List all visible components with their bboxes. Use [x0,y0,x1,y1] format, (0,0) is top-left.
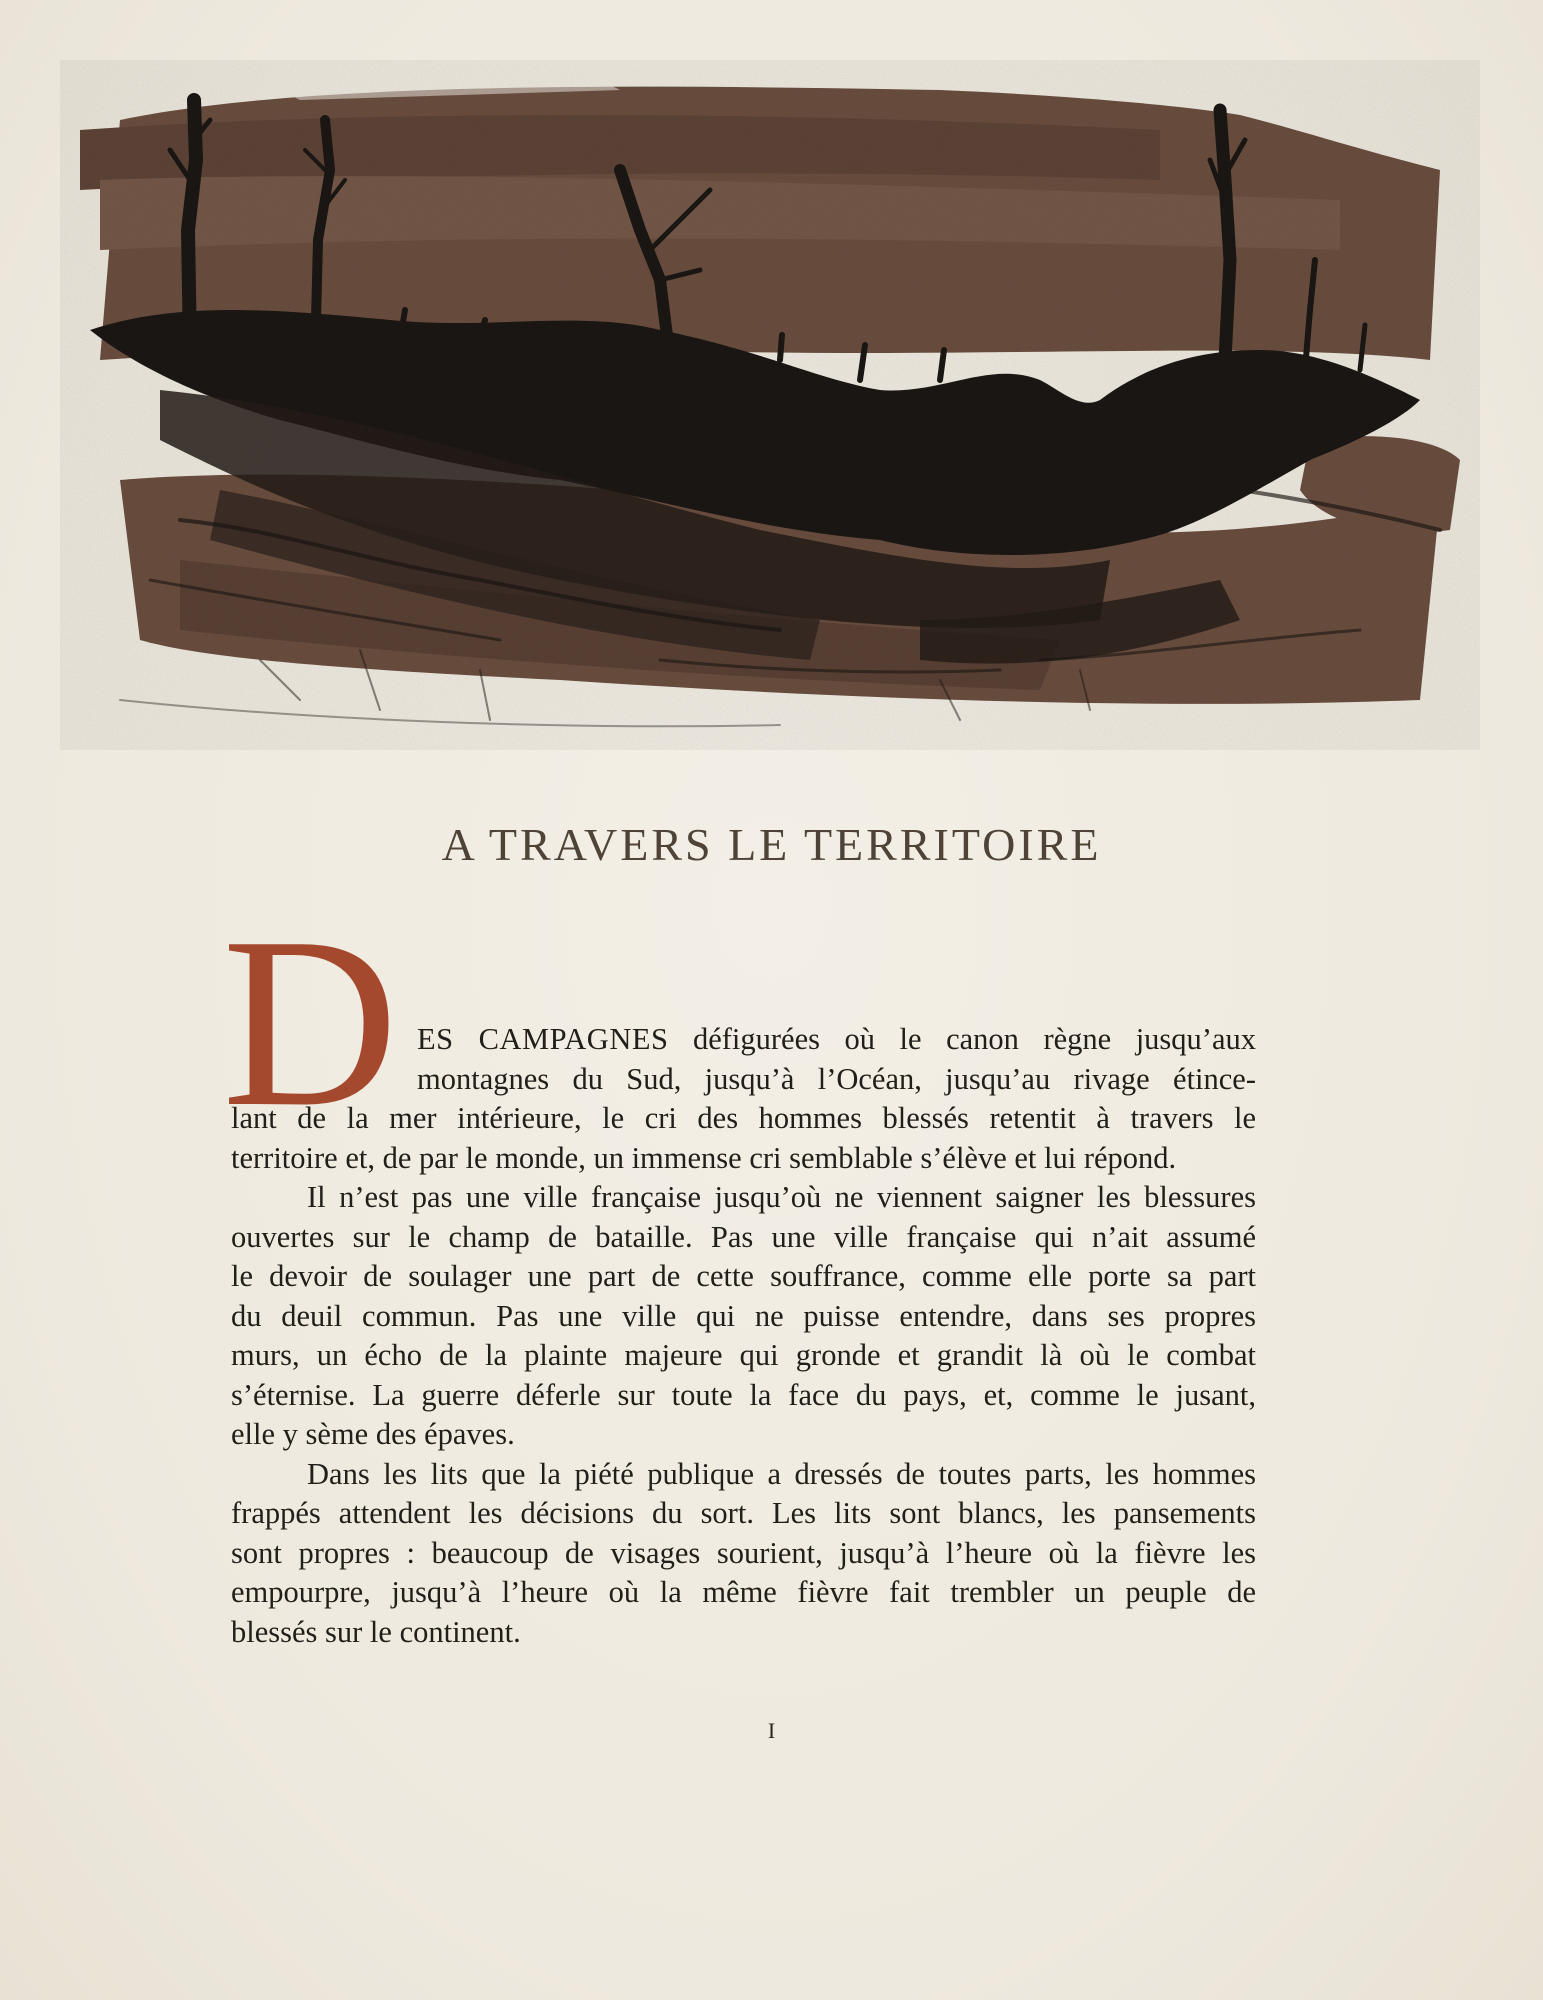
chapter-title: A TRAVERS LE TERRITOIRE [441,819,1102,870]
text-line: Il n’est pas une ville française jusqu’où ne viennent saigner les blessures [307,1180,1256,1214]
text-line: lant de la mer intérieure, le cri des hommes blessés retentit à travers le [231,1101,1256,1135]
text-line: blessés sur le continent. [231,1614,521,1649]
text-line: frappés attendent les décisions du sort. Les lits sont blancs, les pansements [231,1496,1256,1530]
opening-words: ES CAMPAGNES [417,1022,669,1056]
text-line: elle y sème des épaves. [231,1417,515,1451]
text-line: sont propres : beaucoup de visages sourient, jusqu’à l’heure où la fièvre les [231,1535,1256,1570]
text-line: territoire et, de par le monde, un immense cri semblable s’élève et lui répond. [231,1140,1177,1175]
text-line: montagnes du Sud, jusqu’à l’Océan, jusqu’au rivage étince- [417,1061,1256,1096]
page-number: I [767,1718,776,1743]
text-line [417,1020,1256,1060]
text-line: ouvertes sur le champ de bataille. Pas une ville française qui n’ait assumé [231,1219,1256,1254]
battlefield-illustration [60,60,1480,750]
body-text [231,1020,1256,1652]
text-line: empourpre, jusqu’à l’heure où la même fièvre fait trembler un peuple de [231,1575,1256,1609]
drop-cap: D [222,887,399,1157]
text-line: du deuil commun. Pas une ville qui ne puisse entendre, dans ses propres [231,1298,1256,1333]
text-line: s’éternise. La guerre déferle sur toute la face du pays, et, comme le jusant, [231,1377,1256,1412]
text-line: Dans les lits que la piété publique a dressés de toutes parts, les hommes [307,1456,1256,1491]
text-line: le devoir de soulager une part de cette souffrance, comme elle porte sa part [231,1259,1256,1293]
text-line: murs, un écho de la plainte majeure qui gronde et grandit là où le combat [231,1338,1256,1372]
text-line-rest: défigurées où le canon règne jusqu’aux [668,1022,1257,1056]
